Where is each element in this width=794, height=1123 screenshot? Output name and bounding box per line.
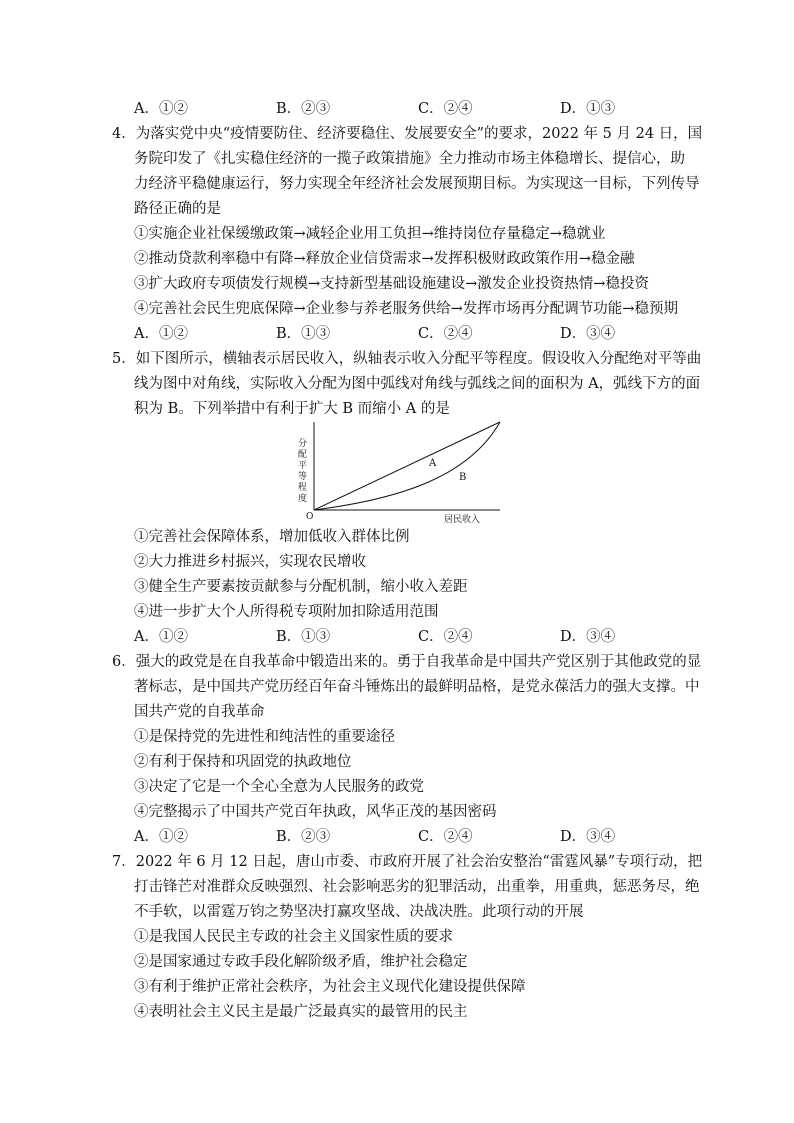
- y-axis-label: [298, 437, 307, 504]
- q4-item-1: ①实施企业社保缓缴政策→减轻企业用工负担→维持岗位存量稳定→稳就业: [134, 226, 606, 242]
- q5-options: [134, 626, 694, 648]
- q5-item-1: ①完善社会保障体系，增加低收入群体比例: [134, 529, 410, 545]
- q5-option-b[interactable]: B．①③: [276, 629, 331, 645]
- q5-stem-line-1: 5．如下图所示，横轴表示居民收入，纵轴表示收入分配平等程度。假设收入分配绝对平等曲: [112, 351, 702, 367]
- y-label-char: 配: [298, 450, 308, 460]
- y-label-char: 等: [298, 472, 308, 482]
- area-a-label: A: [429, 458, 437, 469]
- lorenz-figure: [292, 420, 504, 524]
- y-label-char: 程: [298, 483, 308, 493]
- q6-option-d[interactable]: D．③④: [560, 829, 616, 845]
- q4-stem-line-4: 路径正确的是: [134, 201, 221, 217]
- q6-stem-line-1: 6．强大的政党是在自我革命中锻造出来的。勇于自我革命是中国共产党区别于其他政党的显: [112, 654, 702, 670]
- q4-item-3: ③扩大政府专项债发行规模→支持新型基础设施建设→激发企业投资热情→稳投资: [134, 276, 649, 292]
- q7-item-4: ④表明社会主义民主是最广泛最真实的最管用的民主: [134, 1004, 468, 1020]
- q4-option-c[interactable]: C．②④: [418, 326, 473, 342]
- q6-option-b[interactable]: B．②③: [276, 829, 331, 845]
- q3-options: [134, 98, 694, 120]
- q5-option-a[interactable]: A．①②: [134, 629, 188, 645]
- q4-option-a[interactable]: A．①②: [134, 326, 188, 342]
- q4-option-b[interactable]: B．①③: [276, 326, 331, 342]
- q4-stem-line-1: 4．为落实党中央“疫情要防住、经济要稳住、发展要安全”的要求，2022 年 5 月 24 日，国: [112, 126, 703, 142]
- area-b-label: B: [459, 472, 467, 483]
- q4-item-2: ②推动贷款利率稳中有降→释放企业信贷需求→发挥积极财政政策作用→稳金融: [134, 251, 635, 267]
- x-axis-label: 居民收入: [444, 515, 481, 524]
- q7-item-1: ①是我国人民民主专政的社会主义国家性质的要求: [134, 929, 453, 945]
- q6-stem-line-3: 国共产党的自我革命: [134, 704, 265, 720]
- q6-item-3: ③决定了它是一个全心全意为人民服务的政党: [134, 779, 424, 795]
- q3-option-d[interactable]: D．①③: [560, 101, 616, 117]
- q5-stem-line-2: 线为图中对角线，实际收入分配为图中弧线对角线与弧线之间的面积为 A，弧线下方的面: [134, 376, 701, 392]
- y-label-char: 分: [298, 439, 308, 449]
- q4-stem-line-2: 务院印发了《扎实稳住经济的一揽子政策措施》全力推动市场主体稳增长、提信心，助: [134, 151, 685, 167]
- q3-option-b[interactable]: B．②③: [276, 101, 331, 117]
- q7-item-3: ③有利于维护正常社会秩序，为社会主义现代化建设提供保障: [134, 979, 526, 995]
- q7-stem-line-3: 不手软，以雷霆万钧之势坚决打赢攻坚战、决战决胜。此项行动的开展: [134, 904, 584, 920]
- q4-item-4: ④完善社会民生兜底保障→企业参与养老服务供给→发挥市场再分配调节功能→稳预期: [134, 301, 678, 317]
- q5-item-3: ③健全生产要素按贡献参与分配机制，缩小收入差距: [134, 579, 468, 595]
- q4-option-d[interactable]: D．③④: [560, 326, 616, 342]
- q4-options: [134, 323, 694, 345]
- q6-options: [134, 826, 694, 848]
- q6-item-1: ①是保持党的先进性和纯洁性的重要途径: [134, 729, 395, 745]
- q5-option-c[interactable]: C．②④: [418, 629, 473, 645]
- q3-option-a[interactable]: A．①②: [134, 101, 188, 117]
- q7-stem-line-1: 7．2022 年 6 月 12 日起，唐山市委、市政府开展了社会治安整治“雷霆风暴”专项行动，把: [112, 854, 703, 870]
- y-label-char: 度: [298, 494, 308, 504]
- q6-option-a[interactable]: A．①②: [134, 829, 188, 845]
- q6-option-c[interactable]: C．②④: [418, 829, 473, 845]
- q5-item-4: ④进一步扩大个人所得税专项附加扣除适用范围: [134, 604, 439, 620]
- q4-stem-line-3: 力经济平稳健康运行，努力实现全年经济社会发展预期目标。为实现这一目标，下列传导: [134, 176, 700, 192]
- q7-item-2: ②是国家通过专政手段化解阶级矛盾，维护社会稳定: [134, 954, 468, 970]
- q5-stem-line-3: 积为 B。下列举措中有利于扩大 B 而缩小 A 的是: [134, 401, 450, 417]
- y-label-char: 平: [298, 461, 308, 471]
- q5-option-d[interactable]: D．③④: [560, 629, 616, 645]
- q6-item-2: ②有利于保持和巩固党的执政地位: [134, 754, 352, 770]
- origin-label: O: [306, 512, 314, 522]
- q5-item-2: ②大力推进乡村振兴，实现农民增收: [134, 554, 366, 570]
- equality-diagonal: [314, 422, 500, 510]
- q7-stem-line-2: 打击锋芒对准群众反映强烈、社会影响恶劣的犯罪活动，出重拳，用重典，惩恶务尽，绝: [134, 879, 700, 895]
- q6-stem-line-2: 著标志，是中国共产党历经百年奋斗锤炼出的最鲜明品格，是党永葆活力的强大支撑。中: [134, 679, 700, 695]
- q3-option-c[interactable]: C．②④: [418, 101, 473, 117]
- q6-item-4: ④完整揭示了中国共产党百年执政，风华正茂的基因密码: [134, 804, 497, 820]
